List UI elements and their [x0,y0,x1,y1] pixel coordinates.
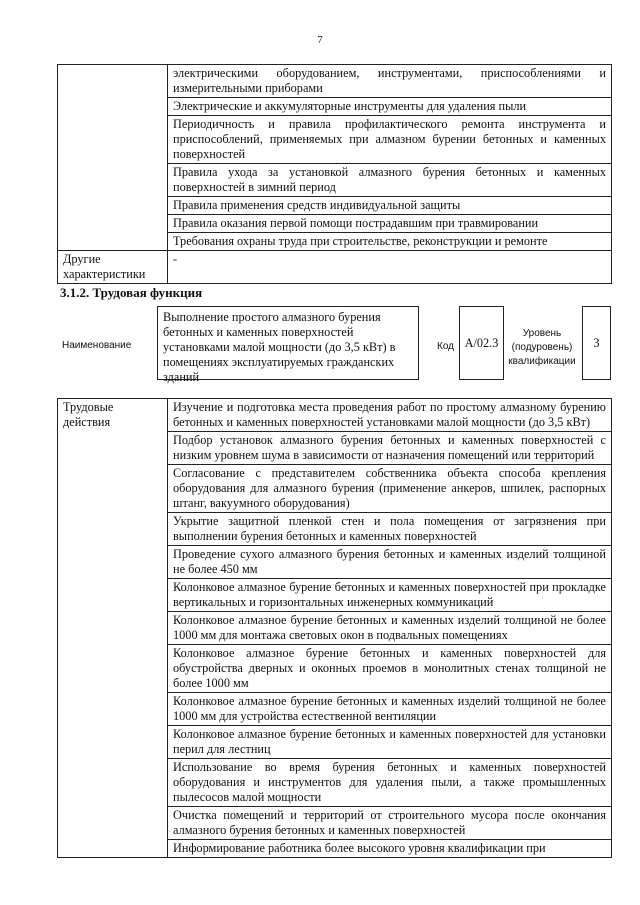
code-label: Код [437,341,455,352]
table-cell: Правила оказания первой помощи пострадавшим при травмировании [168,215,612,233]
other-characteristics-value: - [168,251,612,284]
table-cell: Периодичность и правила профилактического ремонта инструмента и приспособлений, применяемых при алмазном бурении бетонных и каменных поверхностей [168,116,612,164]
table-cell: электрическими оборудованием, инструментами, приспособлениями и измерительными приборами [168,65,612,98]
table-cell: Проведение сухого алмазного бурения бетонных и каменных изделий толщиной не более 450 мм [168,546,612,579]
table-label-cell [58,65,168,251]
section-title: 3.1.2. Трудовая функция [60,285,203,300]
knowledge-table [57,64,612,284]
table-cell: Колонковое алмазное бурение бетонных и каменных поверхностей при прокладке вертикальных и горизонтальных инженерных коммуникаций [168,579,612,612]
table-cell: Правила ухода за установкой алмазного бурения бетонных и каменных поверхностей в зимний период [168,164,612,197]
labor-actions-label: Трудовые действия [58,399,168,858]
labor-actions-table [57,398,612,858]
table-cell: Укрытие защитной пленкой стен и пола помещения от загрязнения при выполнении бурения бетонных и каменных поверхностей [168,513,612,546]
table-row [58,399,612,432]
table-cell: Использование во время бурения бетонных и каменных поверхностей оборудования и инструментов для удаления пыли, а также промышленных пылесосов малой мощности [168,759,612,807]
page-number: 7 [317,34,323,46]
table-row [58,65,612,98]
table-cell: Изучение и подготовка места проведения работ по простому алмазному бурению бетонных и каменных поверхностей установками малой мощности (до 3,5 кВт) [168,399,612,432]
table-cell: Подбор установок алмазного бурения бетонных и каменных поверхностей с низким уровнем шума в зависимости от назначения помещений или территорий [168,432,612,465]
function-code-box: A/02.3 [459,306,504,380]
table-cell: Колонковое алмазное бурение бетонных и каменных поверхностей для установки перил для лестниц [168,726,612,759]
level-label: Уровень (подуровень) квалификации [508,328,576,367]
table-cell: Колонковое алмазное бурение бетонных и каменных изделий толщиной не более 1000 мм для монтажа световых окон в подвальных помещениях [168,612,612,645]
level-value-box: 3 [582,306,611,380]
table-cell: Колонковое алмазное бурение бетонных и каменных поверхностей для обустройства дверных и оконных проемов в монолитных стенах толщиной не более 1000 мм [168,645,612,693]
function-name-box: Выполнение простого алмазного бурения бетонных и каменных поверхностей установками малой мощности (до 3,5 кВт) в помещениях эксплуатируемых гражданских зданий [157,306,419,380]
table-cell: Правила применения средств индивидуальной защиты [168,197,612,215]
other-characteristics-label: Другие характеристики [58,251,168,284]
table-cell: Информирование работника более высокого уровня квалификации при [168,840,612,858]
table-row [58,251,612,284]
name-label: Наименование [62,340,132,351]
table-cell: Электрические и аккумуляторные инструменты для удаления пыли [168,98,612,116]
table-cell: Колонковое алмазное бурение бетонных и каменных изделий толщиной не более 1000 мм для устройства естественной вентиляции [168,693,612,726]
table-cell: Требования охраны труда при строительстве, реконструкции и ремонте [168,233,612,251]
table-cell: Очистка помещений и территорий от строительного мусора после окончания алмазного бурения бетонных и каменных поверхностей [168,807,612,840]
table-cell: Согласование с представителем собственника объекта способа крепления оборудования для алмазного бурения (применение анкеров, шпилек, распорных штанг, вакуумного оборудования) [168,465,612,513]
